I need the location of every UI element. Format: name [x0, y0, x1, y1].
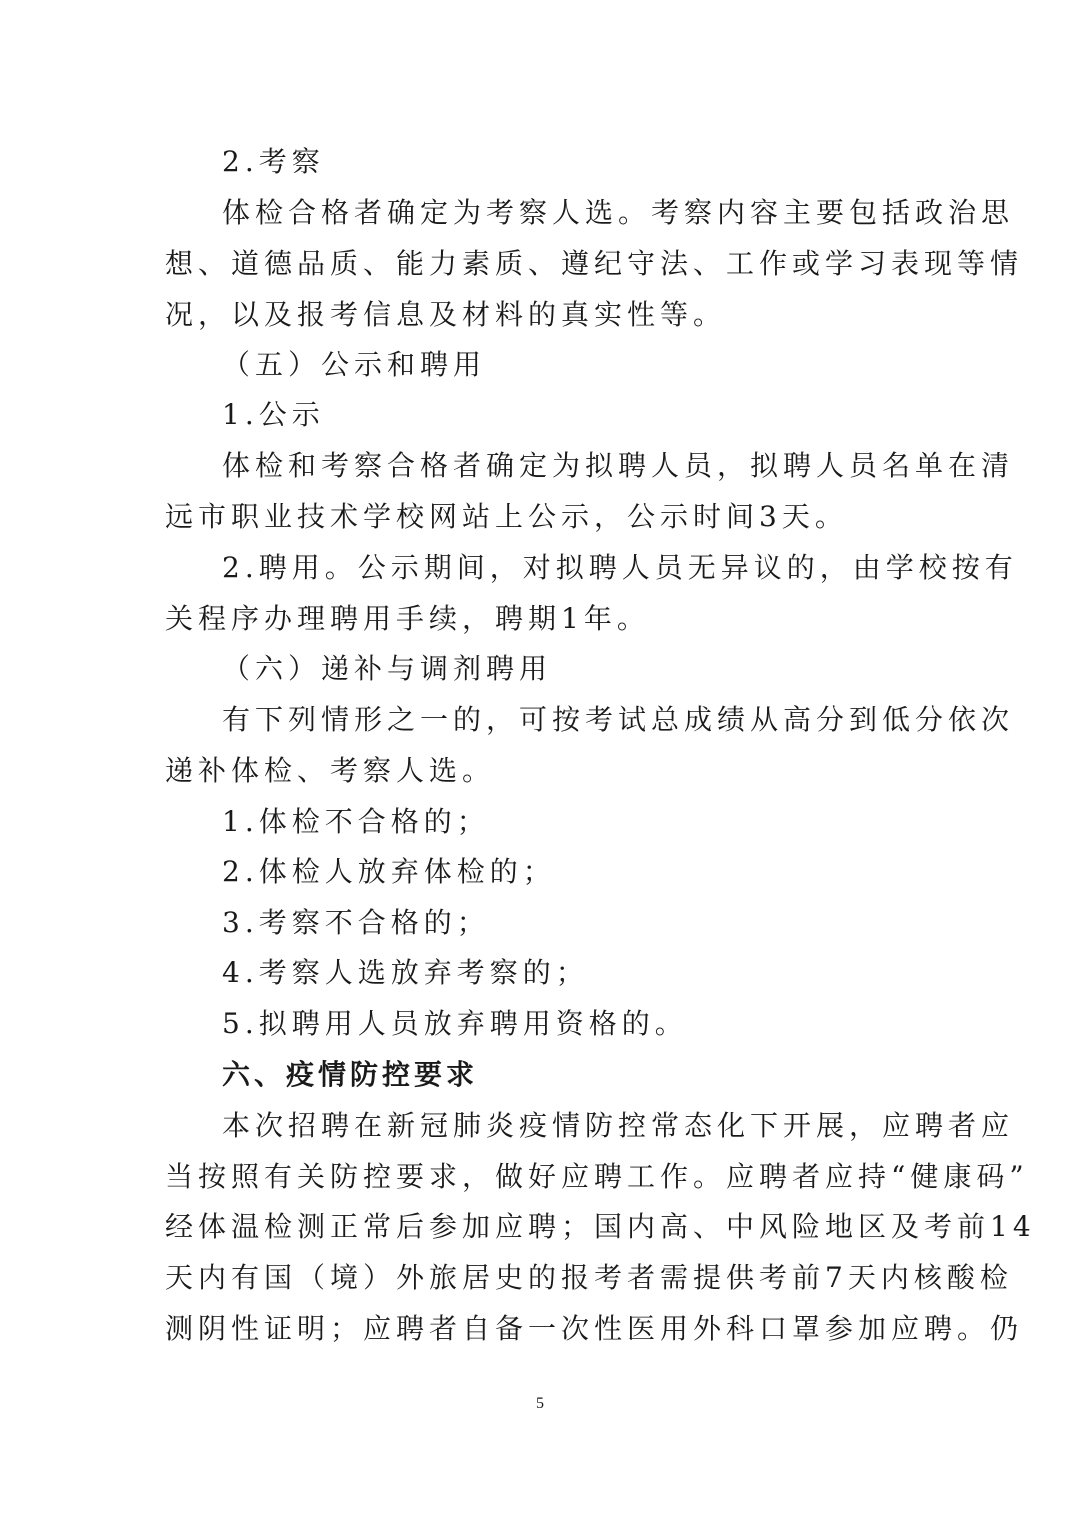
paragraph-line: 2.聘用。公示期间，对拟聘人员无异议的，由学校按有 [222, 551, 1018, 584]
paragraph-line: 天内有国（境）外旅居史的报考者需提供考前7天内核酸检 [165, 1261, 1013, 1294]
paragraph-line: 递补体检、考察人选。 [165, 754, 496, 787]
list-item: 5.拟聘用人员放弃聘用资格的。 [222, 1007, 688, 1040]
paragraph-line: 远市职业技术学校网站上公示，公示时间3天。 [165, 500, 848, 533]
paragraph-line: 体检合格者确定为考察人选。考察内容主要包括政治思 [222, 196, 1015, 229]
subsection-heading-publicity: 1.公示 [222, 398, 325, 431]
list-item: 4.考察人选放弃考察的； [222, 956, 589, 989]
section-heading-publicity-employment: （五）公示和聘用 [222, 348, 487, 381]
paragraph-line: 当按照有关防控要求，做好应聘工作。应聘者应持“健康码” [165, 1160, 1029, 1193]
paragraph-line: 体检和考察合格者确定为拟聘人员，拟聘人员名单在清 [222, 449, 1015, 482]
paragraph-line: 想、道德品质、能力素质、遵纪守法、工作或学习表现等情 [165, 247, 1024, 280]
list-item: 2.体检人放弃体检的； [222, 855, 556, 888]
subsection-heading-inspection: 2.考察 [222, 145, 325, 178]
paragraph-line: 有下列情形之一的，可按考试总成绩从高分到低分依次 [222, 703, 1015, 736]
paragraph-line: 经体温检测正常后参加应聘；国内高、中风险地区及考前14 [165, 1210, 1036, 1243]
page-number: 5 [536, 1395, 544, 1412]
section-heading-supplement: （六）递补与调剂聘用 [222, 652, 553, 685]
paragraph-line: 况，以及报考信息及材料的真实性等。 [165, 298, 727, 331]
paragraph-line: 关程序办理聘用手续，聘期1年。 [165, 602, 650, 635]
list-item: 3.考察不合格的； [222, 906, 490, 939]
paragraph-line: 测阴性证明；应聘者自备一次性医用外科口罩参加应聘。仍 [165, 1312, 1024, 1345]
paragraph-line: 本次招聘在新冠肺炎疫情防控常态化下开展，应聘者应 [222, 1109, 1015, 1142]
list-item: 1.体检不合格的； [222, 805, 490, 838]
section-heading-epidemic: 六、疫情防控要求 [222, 1058, 479, 1091]
